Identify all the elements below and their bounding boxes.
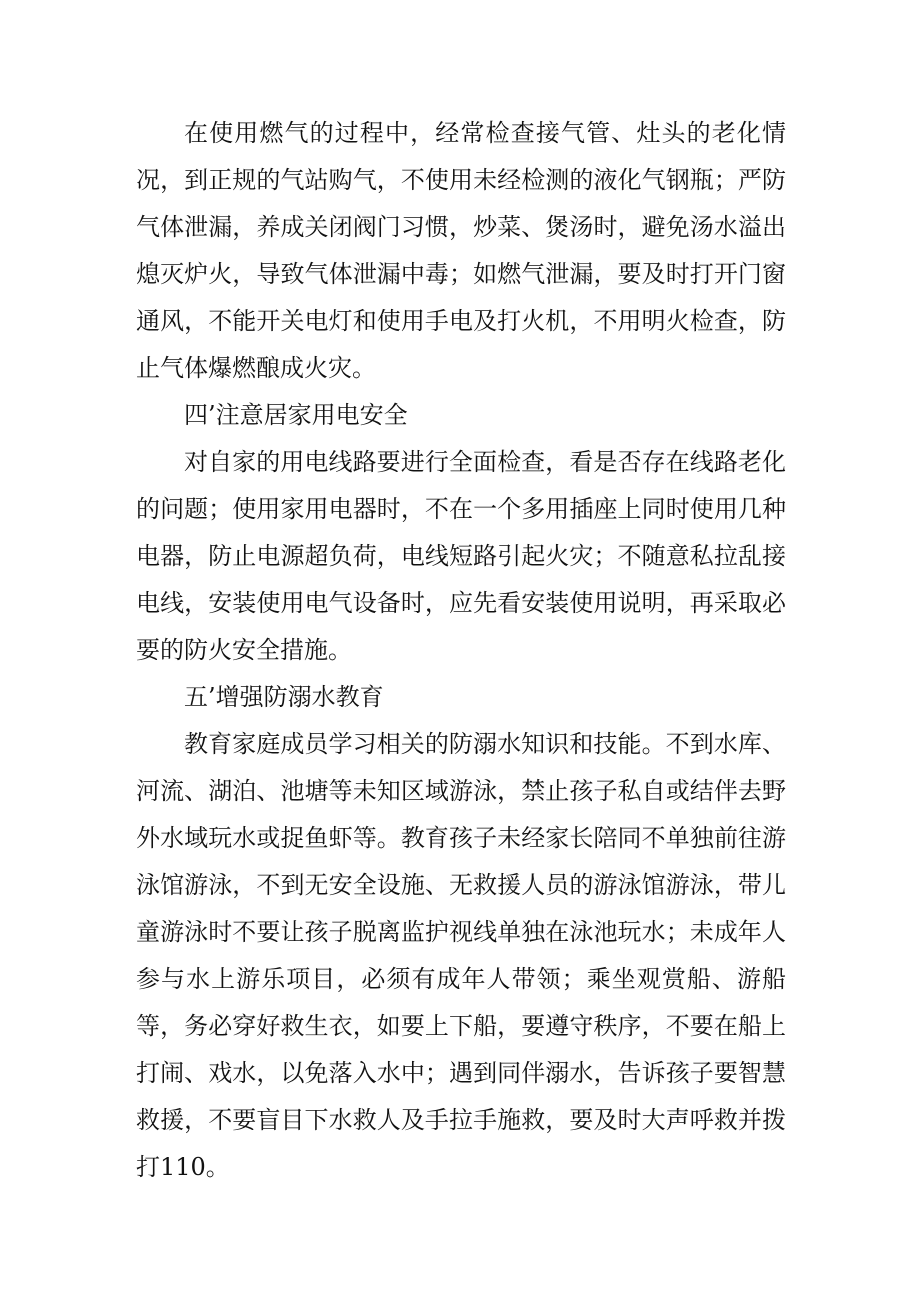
paragraph-gas-safety: 在使用燃气的过程中，经常检查接气管、灶头的老化情况，到正规的气站购气，不使用未经检测的液化气钢瓶；严防气体泄漏，养成关闭阀门习惯，炒菜、煲汤时，避免汤水溢出熄灭炉火，导致气体泄漏中毒；如燃气泄漏，要及时打开门窗通风，不能开关电灯和使用手电及打火机，不用明火检查，防止气体爆燃酿成火灾。 <box>136 119 786 382</box>
heading-drowning-prevention: 五’增强防溺水教育 <box>184 683 384 711</box>
heading-electrical-safety: 四’注意居家用电安全 <box>184 401 408 429</box>
paragraph-drowning-prevention: 教育家庭成员学习相关的防溺水知识和技能。不到水库、河流、湖泊、池塘等未知区域游泳，禁止孩子私自或结伴去野外水域玩水或捉鱼虾等。教育孩子未经家长陪同不单独前往游泳馆游泳，不到无安全设施、无救援人员的游泳馆游泳，带儿童游泳时不要让孩子脱离监护视线单独在泳池玩水；未成年人参与水上游乐项目，必须有成年人带领；乘坐观赏船、游船等，务必穿好救生衣，如要上下船，要遵守秩序，不要在船上打闹、戏水，以免落入水中；遇到同伴溺水，告诉孩子要智慧救援，不要盲目下水救人及手拉手施救，要及时大声呼救并拨打110。 <box>136 730 786 1181</box>
paragraph-electrical-safety: 对自家的用电线路要进行全面检查，看是否存在线路老化的问题；使用家用电器时，不在一个多用插座上同时使用几种电器，防止电源超负荷，电线短路引起火灾；不随意私拉乱接电线，安装使用电气设备时，应先看安装使用说明，再采取必要的防火安全措施。 <box>136 448 786 664</box>
document-body <box>136 110 786 1191</box>
